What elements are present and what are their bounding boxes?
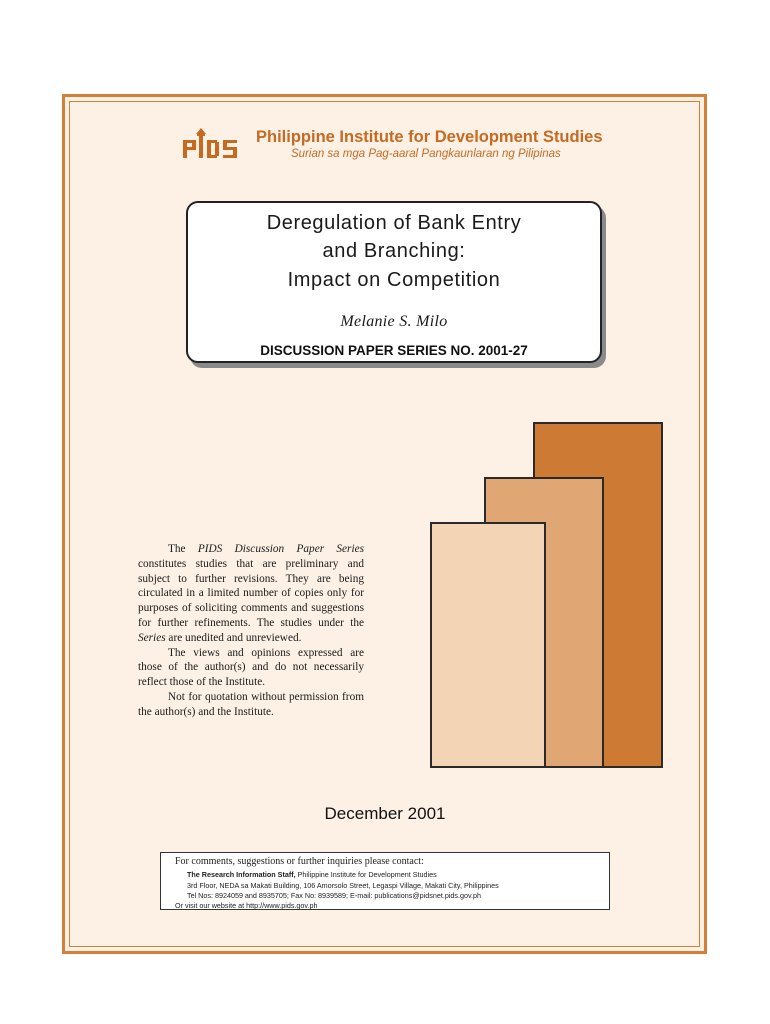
- title-box: [186, 201, 602, 363]
- contact-phones: Tel Nos: 8924059 and 8935705; Fax No: 8939589; E-mail: publications@pidsnet.pids.gov.ph: [187, 891, 482, 900]
- title-line-2: and Branching:: [322, 240, 466, 262]
- disclaimer-paragraph-2: The views and opinions expressed are those of the author(s) and do not necessarily reflect those of the Institute.: [138, 646, 364, 689]
- disclaimer-paragraph-3: Not for quotation without permission from the author(s) and the Institute.: [138, 690, 364, 718]
- disclaimer-p1-prefix: The: [168, 543, 198, 555]
- contact-staff: [187, 870, 437, 879]
- series-word-italic: Series: [138, 631, 166, 644]
- contact-lead: For comments, suggestions or further inquiries please contact:: [175, 856, 424, 867]
- title-line-3: Impact on Competition: [287, 269, 501, 291]
- publication-date: December 2001: [324, 804, 446, 823]
- institute-name: Philippine Institute for Development Studies: [256, 128, 603, 146]
- disclaimer-text: [138, 542, 364, 720]
- author-name: Melanie S. Milo: [340, 313, 448, 330]
- contact-box: [160, 852, 610, 910]
- disclaimer-p1-suffix: are unedited and unreviewed.: [165, 631, 302, 644]
- contact-staff-bold: The Research Information Staff,: [187, 870, 296, 879]
- contact-website[interactable]: Or visit our website at http://www.pids.gov.ph: [175, 901, 318, 910]
- series-number: DISCUSSION PAPER SERIES NO. 2001-27: [260, 343, 528, 358]
- contact-address: 3rd Floor, NEDA sa Makati Building, 106 Amorsolo Street, Legaspi Village, Makati City, Philippines: [187, 881, 499, 890]
- disclaimer-p1-middle: constitutes studies that are preliminary and subject to further revisions. They are being circulated in a limited number of copies only for purposes of soliciting comments and suggestions for further refinements. The studies under the: [138, 557, 364, 629]
- series-name-italic: PIDS Discussion Paper Series: [197, 543, 364, 555]
- disclaimer-paragraph-1: [138, 542, 364, 646]
- pids-logo-icon: [183, 128, 243, 160]
- contact-staff-rest: Philippine Institute for Development Studies: [295, 870, 437, 879]
- decorative-bar-light: [430, 522, 546, 768]
- institute-subtitle: Surian sa mga Pag-aaral Pangkaunlaran ng Pilipinas: [291, 148, 561, 160]
- title-line-1: Deregulation of Bank Entry: [266, 212, 522, 234]
